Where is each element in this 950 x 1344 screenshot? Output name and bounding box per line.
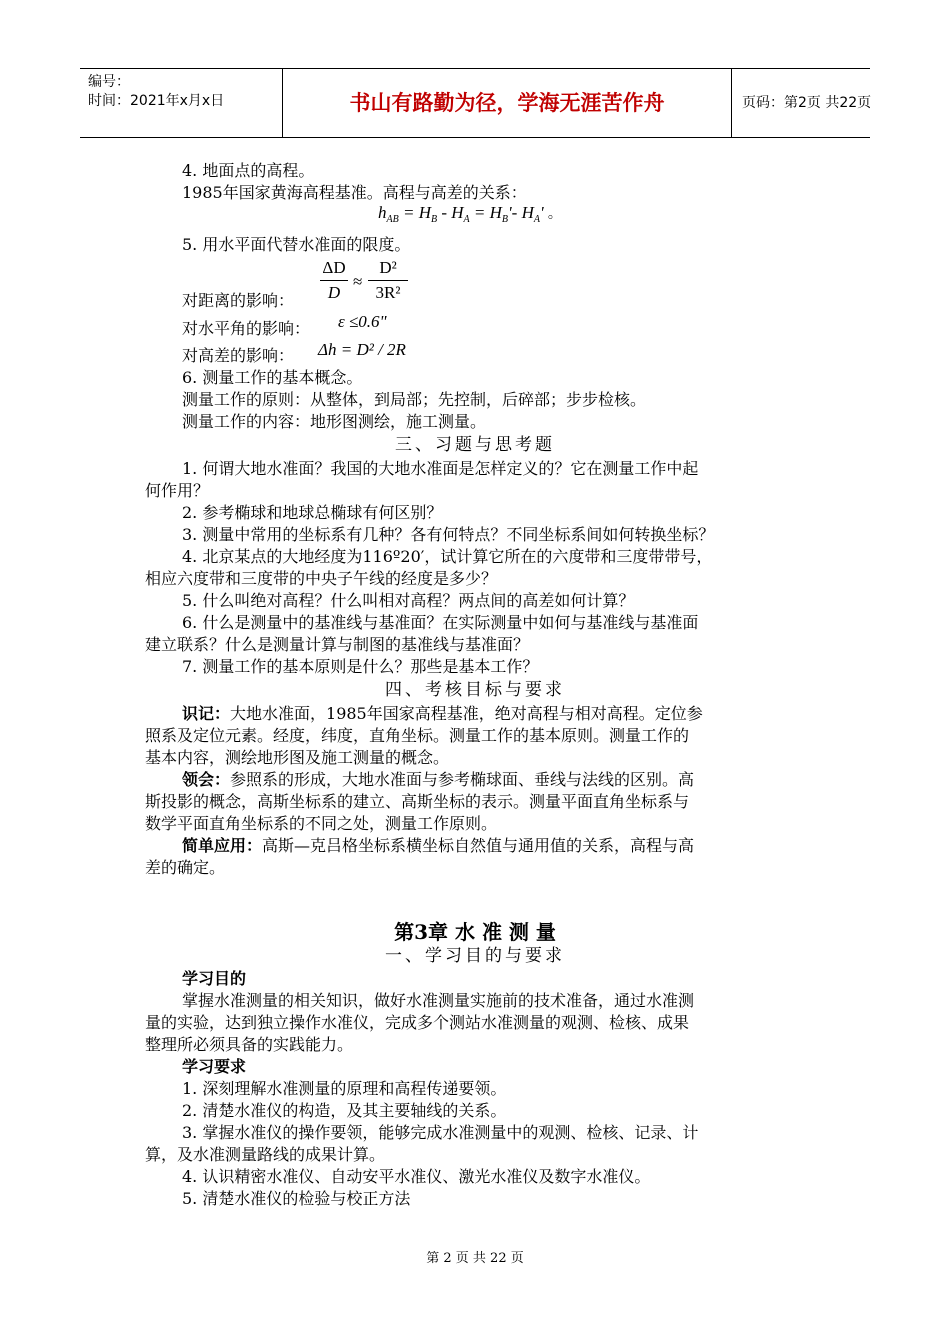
- question-line: 相应六度带和三度带的中央子午线的经度是多少？: [145, 569, 498, 588]
- height-effect-label: 对高差的影响：: [182, 346, 295, 365]
- chapter-title: 第3章 水 准 测 量: [394, 920, 556, 944]
- motto: 书山有路勤为径，学海无涯苦作舟: [283, 69, 732, 137]
- question-line: 5. 什么叫绝对高程？什么叫相对高程？两点间的高差如何计算？: [182, 591, 635, 610]
- paragraph-line: 简单应用：高斯—克吕格坐标系横坐标自然值与通用值的关系，高程与高: [182, 836, 695, 855]
- question-line: 6. 什么是测量中的基准线与基准面？在实际测量中如何与基准线与基准面: [182, 613, 699, 632]
- paragraph-line: 整理所必须具备的实践能力。: [145, 1035, 354, 1054]
- angle-formula: ε ≤0.6": [338, 312, 387, 331]
- text-line: 6. 测量工作的基本概念。: [182, 368, 363, 387]
- text-line: 测量工作的原则：从整体，到局部；先控制，后碎部；步步检核。: [182, 390, 647, 409]
- comprehend-label: 领会：: [182, 770, 231, 789]
- paragraph-line: 差的确定。: [145, 858, 226, 877]
- question-line: 3. 测量中常用的坐标系有几种？各有何特点？不同坐标系间如何转换坐标？: [182, 525, 715, 544]
- application-label: 简单应用：: [182, 836, 263, 855]
- height-difference-formula: $h_{AB} = H_B - H_A = H_B'-$ $H_A'$ 。: [378, 203, 562, 225]
- question-line: 2. 参考椭球和地球总椭球有何区别？: [182, 503, 443, 522]
- section-heading: 三、习题与思考题: [395, 435, 555, 455]
- paragraph-line: 数学平面直角坐标系的不同之处，测量工作原则。: [145, 814, 498, 833]
- list-item: 3. 掌握水准仪的操作要领，能够完成水准测量中的观测、检核、记录、计: [182, 1123, 699, 1142]
- section-heading: 四、考核目标与要求: [385, 680, 565, 700]
- paragraph-line: 照系及定位元素。经度，纬度，直角坐标。测量工作的基本原则。测量工作的: [145, 726, 690, 745]
- subheading: 学习要求: [182, 1057, 247, 1076]
- page-footer: 第 2 页 共 22 页: [426, 1251, 524, 1266]
- list-item: 算，及水准测量路线的成果计算。: [145, 1145, 386, 1164]
- paragraph-line: 领会：参照系的形成，大地水准面与参考椭球面、垂线与法线的区别。高: [182, 770, 695, 789]
- text-line: 1985年国家黄海高程基准。高程与高差的关系：: [182, 183, 527, 202]
- paragraph-line: 识记：大地水准面，1985年国家高程基准，绝对高程与相对高程。定位参: [182, 704, 703, 723]
- list-item: 5. 清楚水准仪的检验与校正方法: [182, 1189, 411, 1208]
- paragraph-line: 掌握水准测量的相关知识，做好水准测量实施前的技术准备，通过水准测: [182, 991, 695, 1010]
- approx-sign: ≈: [353, 272, 363, 291]
- text-line: 4. 地面点的高程。: [182, 161, 315, 180]
- angle-effect-label: 对水平角的影响：: [182, 319, 311, 338]
- paragraph-line: 量的实验，达到独立操作水准仪，完成多个测站水准测量的观测、检核、成果: [145, 1013, 690, 1032]
- paragraph-line: 基本内容，测绘地形图及施工测量的概念。: [145, 748, 450, 767]
- page-info: 页码：第2页 共22页: [742, 95, 872, 111]
- question-line: 何作用？: [145, 481, 210, 500]
- height-formula: Δh = D² / 2R: [318, 340, 406, 359]
- fraction-d-squared: D² 3R²: [368, 258, 408, 303]
- memorize-label: 识记：: [182, 704, 231, 723]
- time-label: 时间：2021年x月x日: [88, 93, 225, 109]
- text-line: 测量工作的内容：地形图测绘，施工测量。: [182, 412, 487, 431]
- header-left-cell: [80, 69, 283, 137]
- question-line: 1. 何谓大地水准面？我国的大地水准面是怎样定义的？它在测量工作中起: [182, 459, 699, 478]
- page-header: [80, 68, 870, 138]
- section-heading: 一、学习目的与要求: [385, 946, 565, 966]
- text-line: 5. 用水平面代替水准面的限度。: [182, 235, 411, 254]
- number-label: 编号：: [88, 74, 130, 90]
- list-item: 1. 深刻理解水准测量的原理和高程传递要领。: [182, 1079, 507, 1098]
- subheading: 学习目的: [182, 969, 247, 988]
- question-line: 建立联系？什么是测量计算与制图的基准线与基准面？: [145, 635, 530, 654]
- distance-effect-label: 对距离的影响：: [182, 291, 295, 310]
- question-line: 4. 北京某点的大地经度为116º20′，试计算它所在的六度带和三度带带号，: [182, 547, 713, 566]
- list-item: 2. 清楚水准仪的构造，及其主要轴线的关系。: [182, 1101, 507, 1120]
- paragraph-line: 斯投影的概念，高斯坐标系的建立、高斯坐标的表示。测量平面直角坐标系与: [145, 792, 690, 811]
- question-line: 7. 测量工作的基本原则是什么？那些是基本工作？: [182, 657, 539, 676]
- list-item: 4. 认识精密水准仪、自动安平水准仪、激光水准仪及数字水准仪。: [182, 1167, 651, 1186]
- fraction-delta-d: ΔD D: [320, 258, 348, 303]
